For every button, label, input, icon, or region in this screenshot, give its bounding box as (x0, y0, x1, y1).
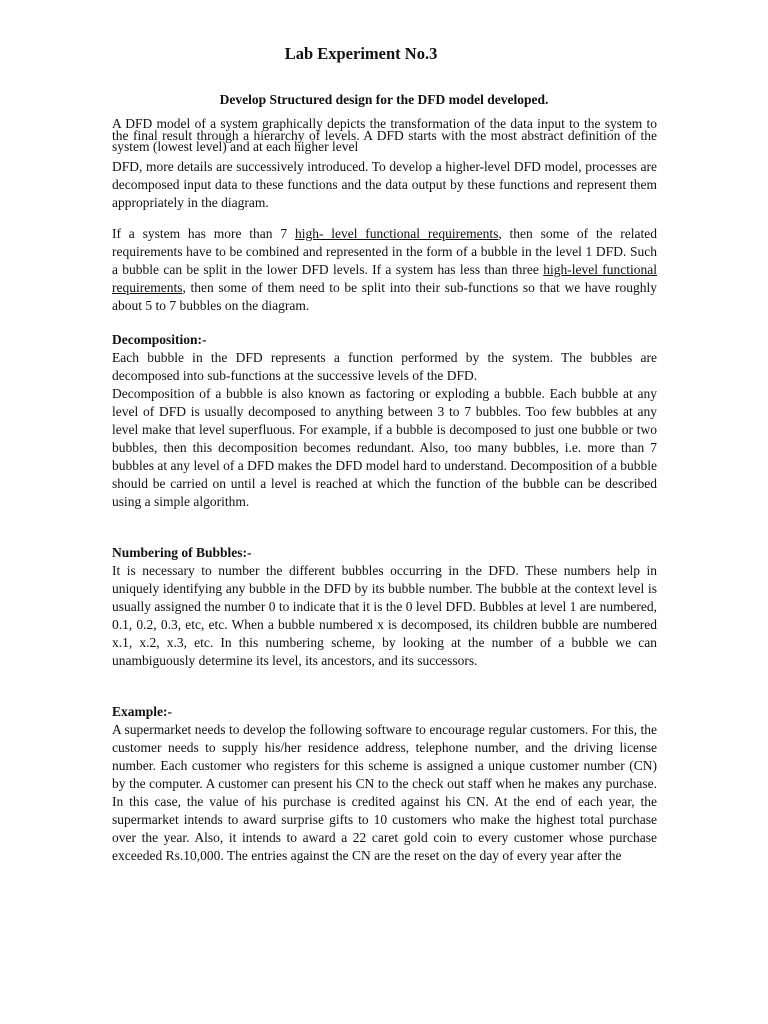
numbering-paragraph: It is necessary to number the different bubbles occurring in the DFD. These numbers help in uniquely identifying any bubble in the DFD by its bubble number. The bubble at the context level is usually assigned the number 0 to indicate that it is the 0 level DFD. Bubbles at level 1 are numbered, 0.1, 0.2, 0.3, etc, etc. When a bubble numbered x is decomposed, its children bubble are numbered x.1, x.2, x.3, etc. In this numbering scheme, by looking at the number of a bubble we can unambiguously determine its level, its ancestors, and its successors. (112, 563, 657, 668)
high-level-requirements-link-1: high- level functional requirements (294, 226, 499, 241)
example-paragraph: A supermarket needs to develop the following software to encourage regular customers. For this, the customer needs to supply his/her residence address, telephone number, and the driving license number. Each customer who registers for this scheme is assigned a unique customer number (CN) by the computer. A customer can present his CN to the check out staff when he makes any purchase. In this case, the value of his purchase is credited against his CN. At the end of each year, the supermarket intends to award surprise gifts to 10 customers who make the highest total purchase over the year. Also, it intends to award a 22 caret gold coin to every customer whose purchase exceeded Rs.10,000. The entries against the CN are the reset on the day of every year after the (112, 722, 657, 863)
decomposition-paragraph-2: Decomposition of a bubble is also known as factoring or exploding a bubble. Each bubble at any level of DFD is usually decomposed to anything between 3 to 7 bubbles. Too few bubbles at any level make that level superfluous. For example, if a bubble is decomposed to just one bubble or two bubbles, then this decomposition becomes redundant. Also, too many bubbles, i.e. more than 7 bubbles at any level of a DFD makes the DFD model hard to understand. Decomposition of a bubble should be carried on until a level is reached at which the function of the bubble can be described using a simple algorithm. (112, 386, 657, 509)
para2-text-1: If a system has more than 7 (112, 226, 295, 241)
numbering-heading: Numbering of Bubbles:- (112, 545, 252, 560)
para2-text-3: , then some of them need to be split into their sub-functions so that we have roughly about 5 to 7 bubbles on the diagram. (112, 280, 657, 313)
high-level-requirements-link-2: high-level functional requirements (112, 262, 657, 295)
example-heading: Example:- (112, 704, 172, 719)
decomposition-heading: Decomposition:- (112, 332, 207, 347)
functional-requirements-paragraph (112, 225, 657, 315)
intro-paragraph-squashed: A DFD model of a system graphically depicts the transformation of the data input to the system to the final result through a hierarchy of levels. A DFD starts with the most abstract definition of the system (lowest level) and at each higher level (112, 116, 657, 154)
page-subtitle: Develop Structured design for the DFD model developed. (219, 92, 549, 107)
decomposition-paragraph-1: Each bubble in the DFD represents a function performed by the system. The bubbles are decomposed into sub-functions at the successive levels of the DFD. (112, 350, 657, 383)
para2-text-2: , then some of the related requirements have to be combined and represented in the form of a bubble in the level 1 DFD. Such a bubble can be split in the lower DFD levels. If a system has less than three (112, 226, 657, 277)
intro-paragraph-continued: DFD, more details are successively introduced. To develop a higher-level DFD model, processes are decomposed input data to these functions and the data output by these functions and represent them appropriately in the diagram. (112, 159, 657, 210)
page-title: Lab Experiment No.3 (284, 44, 438, 63)
